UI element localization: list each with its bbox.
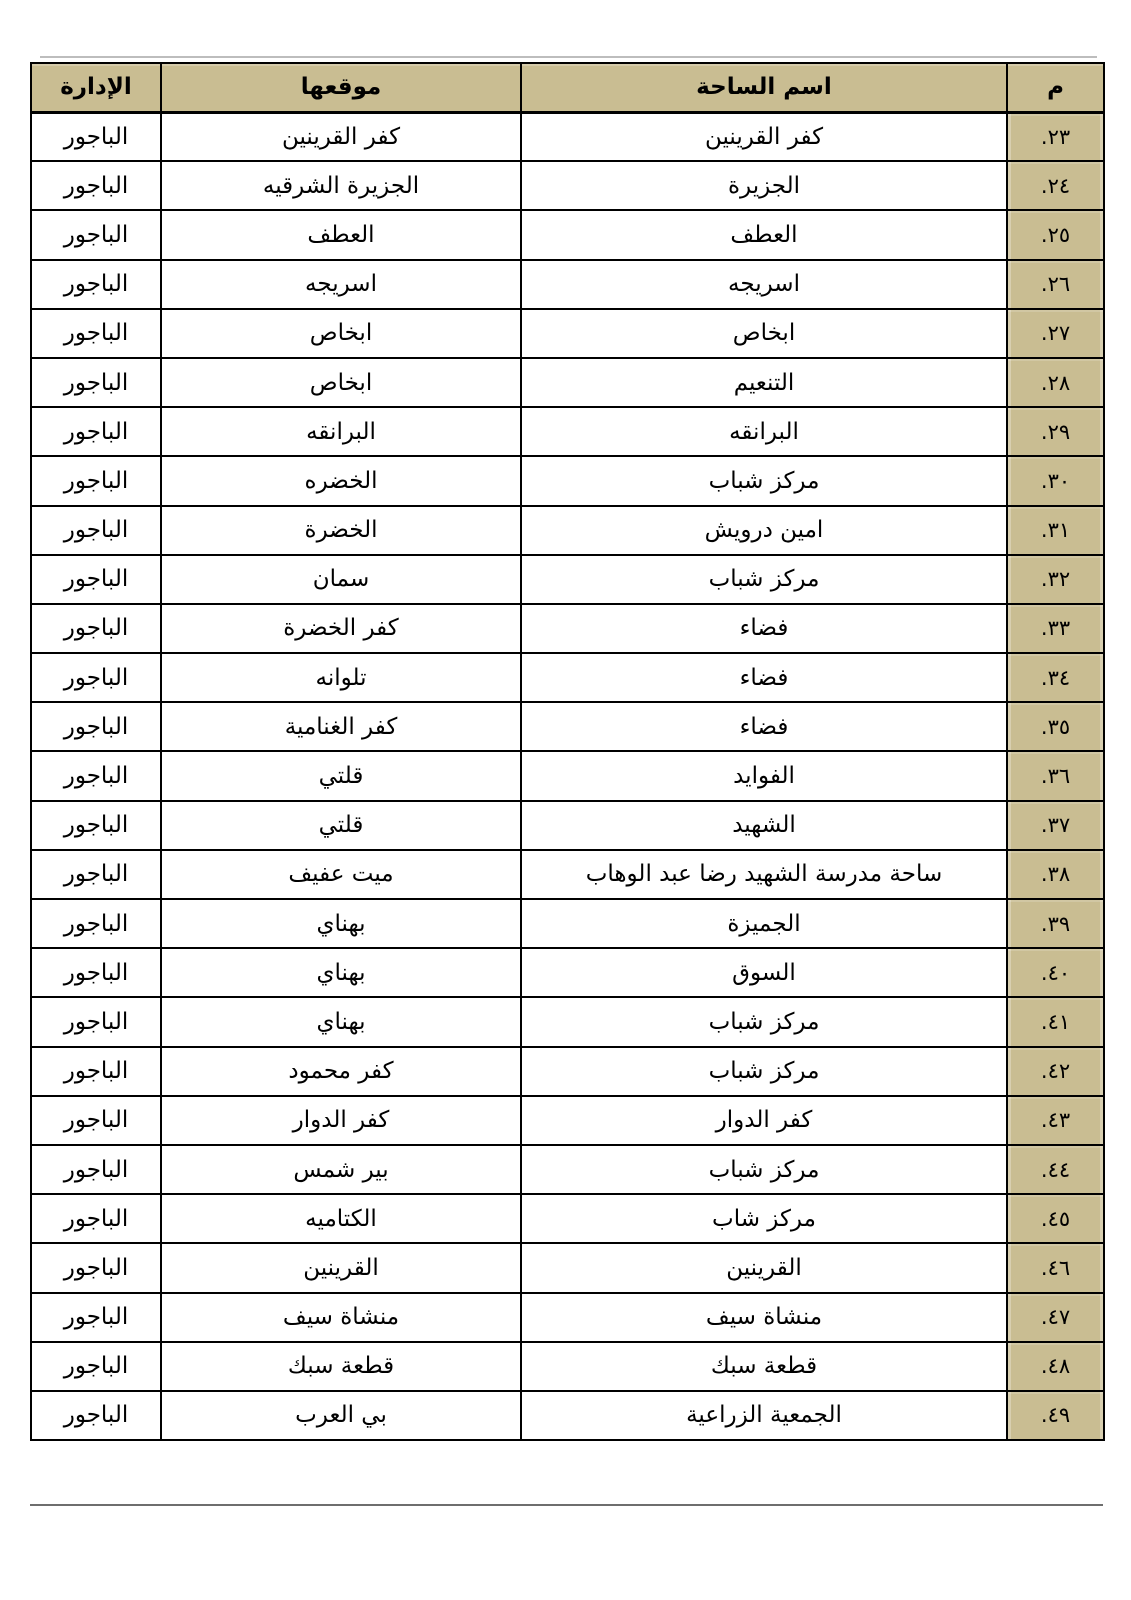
administration-cell: الباجور bbox=[31, 358, 161, 407]
table-header bbox=[31, 63, 1104, 112]
table-row bbox=[31, 997, 1104, 1046]
table-row bbox=[31, 161, 1104, 210]
header-square-name: اسم الساحة bbox=[521, 63, 1007, 112]
location-cell: كفر الغنامية bbox=[161, 702, 521, 751]
location-cell: ميت عفيف bbox=[161, 850, 521, 899]
administration-cell: الباجور bbox=[31, 161, 161, 210]
row-number-cell: ٤٣. bbox=[1007, 1096, 1104, 1145]
location-cell: كفر محمود bbox=[161, 1047, 521, 1096]
table-row bbox=[31, 702, 1104, 751]
location-cell: الكتاميه bbox=[161, 1194, 521, 1243]
location-cell: بهناي bbox=[161, 899, 521, 948]
header-row bbox=[31, 63, 1104, 112]
square-name-cell: كفر القرينين bbox=[521, 112, 1007, 161]
location-cell: كفر القرينين bbox=[161, 112, 521, 161]
table-row bbox=[31, 1145, 1104, 1194]
location-cell: بهناي bbox=[161, 948, 521, 997]
administration-cell: الباجور bbox=[31, 702, 161, 751]
table-row bbox=[31, 1047, 1104, 1096]
table-row bbox=[31, 358, 1104, 407]
table-row bbox=[31, 1243, 1104, 1292]
row-number-cell: ٤٥. bbox=[1007, 1194, 1104, 1243]
location-cell: بي العرب bbox=[161, 1391, 521, 1440]
table-row bbox=[31, 899, 1104, 948]
row-number-cell: ٤٤. bbox=[1007, 1145, 1104, 1194]
table-row bbox=[31, 309, 1104, 358]
square-name-cell: الجميزة bbox=[521, 899, 1007, 948]
row-number-cell: ٢٣. bbox=[1007, 112, 1104, 161]
administration-cell: الباجور bbox=[31, 850, 161, 899]
row-number-cell: ٣٦. bbox=[1007, 751, 1104, 800]
header-location: موقعها bbox=[161, 63, 521, 112]
table-row bbox=[31, 555, 1104, 604]
square-name-cell: الجمعية الزراعية bbox=[521, 1391, 1007, 1440]
administration-cell: الباجور bbox=[31, 653, 161, 702]
square-name-cell: العطف bbox=[521, 210, 1007, 259]
administration-cell: الباجور bbox=[31, 260, 161, 309]
square-name-cell: اسريجه bbox=[521, 260, 1007, 309]
row-number-cell: ٤٠. bbox=[1007, 948, 1104, 997]
row-number-cell: ٢٧. bbox=[1007, 309, 1104, 358]
squares-table bbox=[30, 62, 1105, 1441]
table-row bbox=[31, 751, 1104, 800]
row-number-cell: ٣١. bbox=[1007, 506, 1104, 555]
row-number-cell: ٤٦. bbox=[1007, 1243, 1104, 1292]
row-number-cell: ٣٤. bbox=[1007, 653, 1104, 702]
row-number-cell: ٢٩. bbox=[1007, 407, 1104, 456]
table-row bbox=[31, 506, 1104, 555]
square-name-cell: مركز شباب bbox=[521, 997, 1007, 1046]
header-number: م bbox=[1007, 63, 1104, 112]
administration-cell: الباجور bbox=[31, 801, 161, 850]
location-cell: الجزيرة الشرقيه bbox=[161, 161, 521, 210]
table-row bbox=[31, 1096, 1104, 1145]
row-number-cell: ٢٨. bbox=[1007, 358, 1104, 407]
square-name-cell: مركز شباب bbox=[521, 1145, 1007, 1194]
location-cell: تلوانه bbox=[161, 653, 521, 702]
table-row bbox=[31, 653, 1104, 702]
square-name-cell: ساحة مدرسة الشهيد رضا عبد الوهاب bbox=[521, 850, 1007, 899]
location-cell: قطعة سبك bbox=[161, 1342, 521, 1391]
location-cell: العطف bbox=[161, 210, 521, 259]
square-name-cell: البرانقه bbox=[521, 407, 1007, 456]
location-cell: الخضره bbox=[161, 456, 521, 505]
administration-cell: الباجور bbox=[31, 1342, 161, 1391]
location-cell: منشاة سيف bbox=[161, 1293, 521, 1342]
location-cell: بهناي bbox=[161, 997, 521, 1046]
location-cell: القرينين bbox=[161, 1243, 521, 1292]
row-number-cell: ٣٥. bbox=[1007, 702, 1104, 751]
square-name-cell: مركز شباب bbox=[521, 555, 1007, 604]
table-row bbox=[31, 801, 1104, 850]
location-cell: ابخاص bbox=[161, 358, 521, 407]
row-number-cell: ٤١. bbox=[1007, 997, 1104, 1046]
scan-artifact-line-top bbox=[40, 56, 1097, 58]
row-number-cell: ٤٩. bbox=[1007, 1391, 1104, 1440]
header-administration: الإدارة bbox=[31, 63, 161, 112]
row-number-cell: ٢٥. bbox=[1007, 210, 1104, 259]
administration-cell: الباجور bbox=[31, 948, 161, 997]
row-number-cell: ٣٨. bbox=[1007, 850, 1104, 899]
location-cell: اسريجه bbox=[161, 260, 521, 309]
administration-cell: الباجور bbox=[31, 1096, 161, 1145]
administration-cell: الباجور bbox=[31, 1391, 161, 1440]
location-cell: قلتي bbox=[161, 751, 521, 800]
administration-cell: الباجور bbox=[31, 456, 161, 505]
table-row bbox=[31, 456, 1104, 505]
table-row bbox=[31, 604, 1104, 653]
administration-cell: الباجور bbox=[31, 1047, 161, 1096]
square-name-cell: مركز شباب bbox=[521, 1047, 1007, 1096]
location-cell: سمان bbox=[161, 555, 521, 604]
administration-cell: الباجور bbox=[31, 506, 161, 555]
administration-cell: الباجور bbox=[31, 899, 161, 948]
table-row bbox=[31, 1391, 1104, 1440]
location-cell: الخضرة bbox=[161, 506, 521, 555]
row-number-cell: ٤٨. bbox=[1007, 1342, 1104, 1391]
row-number-cell: ٣٩. bbox=[1007, 899, 1104, 948]
square-name-cell: كفر الدوار bbox=[521, 1096, 1007, 1145]
administration-cell: الباجور bbox=[31, 1194, 161, 1243]
table-body bbox=[31, 112, 1104, 1440]
location-cell: كفر الدوار bbox=[161, 1096, 521, 1145]
square-name-cell: ابخاص bbox=[521, 309, 1007, 358]
square-name-cell: فضاء bbox=[521, 653, 1007, 702]
administration-cell: الباجور bbox=[31, 555, 161, 604]
table-row bbox=[31, 210, 1104, 259]
scan-artifact-line-bottom bbox=[30, 1504, 1103, 1506]
square-name-cell: امين درويش bbox=[521, 506, 1007, 555]
table-row bbox=[31, 948, 1104, 997]
location-cell: بير شمس bbox=[161, 1145, 521, 1194]
administration-cell: الباجور bbox=[31, 1243, 161, 1292]
square-name-cell: قطعة سبك bbox=[521, 1342, 1007, 1391]
square-name-cell: الجزيرة bbox=[521, 161, 1007, 210]
square-name-cell: الشهيد bbox=[521, 801, 1007, 850]
row-number-cell: ٣٣. bbox=[1007, 604, 1104, 653]
table-row bbox=[31, 260, 1104, 309]
table-row bbox=[31, 1293, 1104, 1342]
square-name-cell: فضاء bbox=[521, 702, 1007, 751]
row-number-cell: ٣٢. bbox=[1007, 555, 1104, 604]
administration-cell: الباجور bbox=[31, 309, 161, 358]
administration-cell: الباجور bbox=[31, 604, 161, 653]
table-row bbox=[31, 850, 1104, 899]
square-name-cell: السوق bbox=[521, 948, 1007, 997]
administration-cell: الباجور bbox=[31, 210, 161, 259]
table-row bbox=[31, 1342, 1104, 1391]
row-number-cell: ٤٢. bbox=[1007, 1047, 1104, 1096]
location-cell: ابخاص bbox=[161, 309, 521, 358]
square-name-cell: مركز شباب bbox=[521, 456, 1007, 505]
administration-cell: الباجور bbox=[31, 407, 161, 456]
square-name-cell: فضاء bbox=[521, 604, 1007, 653]
row-number-cell: ٢٦. bbox=[1007, 260, 1104, 309]
row-number-cell: ٢٤. bbox=[1007, 161, 1104, 210]
administration-cell: الباجور bbox=[31, 1145, 161, 1194]
table-row bbox=[31, 407, 1104, 456]
administration-cell: الباجور bbox=[31, 751, 161, 800]
location-cell: البرانقه bbox=[161, 407, 521, 456]
row-number-cell: ٣٧. bbox=[1007, 801, 1104, 850]
administration-cell: الباجور bbox=[31, 1293, 161, 1342]
location-cell: كفر الخضرة bbox=[161, 604, 521, 653]
square-name-cell: مركز شاب bbox=[521, 1194, 1007, 1243]
administration-cell: الباجور bbox=[31, 112, 161, 161]
table-row bbox=[31, 1194, 1104, 1243]
row-number-cell: ٣٠. bbox=[1007, 456, 1104, 505]
row-number-cell: ٤٧. bbox=[1007, 1293, 1104, 1342]
square-name-cell: منشاة سيف bbox=[521, 1293, 1007, 1342]
administration-cell: الباجور bbox=[31, 997, 161, 1046]
square-name-cell: القرينين bbox=[521, 1243, 1007, 1292]
square-name-cell: الفوايد bbox=[521, 751, 1007, 800]
square-name-cell: التنعيم bbox=[521, 358, 1007, 407]
table-row bbox=[31, 112, 1104, 161]
location-cell: قلتي bbox=[161, 801, 521, 850]
